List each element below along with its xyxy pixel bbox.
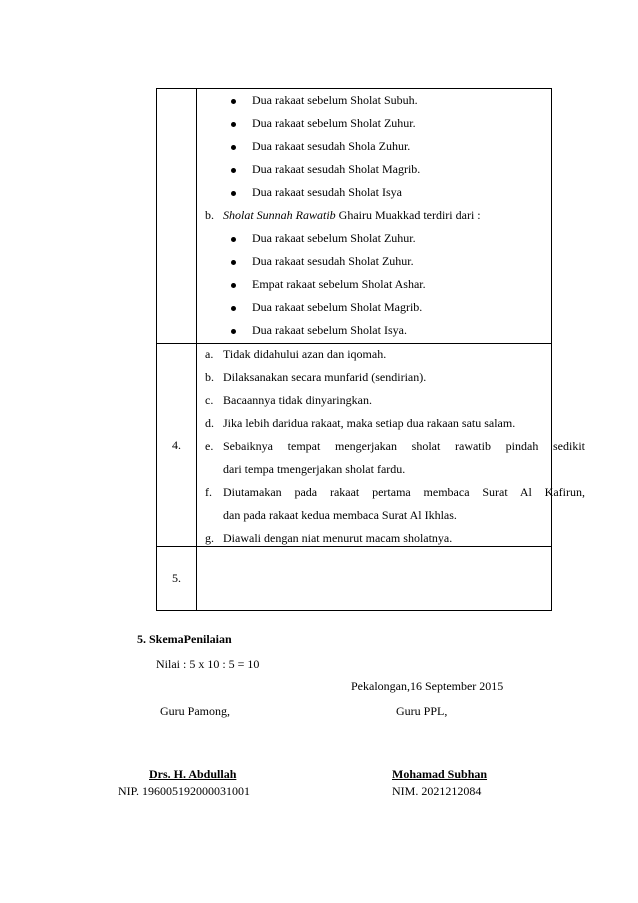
bullet-icon	[231, 168, 236, 173]
row-content	[197, 89, 552, 344]
list-item: Diawali dengan niat menurut macam sholatnya.	[223, 531, 453, 545]
row-number: 4.	[157, 344, 197, 547]
left-signer-name: Drs. H. Abdullah	[149, 767, 237, 781]
right-signer-role: Guru PPL,	[396, 704, 448, 718]
bullet-icon	[231, 99, 236, 104]
list-item: Tidak didahului azan dan iqomah.	[223, 347, 387, 361]
left-signer-id: NIP. 196005192000031001	[118, 784, 251, 798]
list-item: Dua rakaat sebelum Sholat Subuh.	[252, 93, 418, 107]
content-table	[156, 88, 585, 611]
list-item: Sebaiknya tempat mengerjakan sholat rawatib pindah sedikit	[223, 439, 585, 453]
bullet-icon	[231, 237, 236, 242]
table-row	[157, 344, 552, 547]
row-content	[197, 344, 585, 547]
item-letter: g.	[205, 531, 214, 545]
right-signer-id: NIM. 2021212084	[392, 784, 482, 798]
list-item: Dua rakaat sebelum Sholat Zuhur.	[252, 231, 416, 245]
place-date: Pekalongan,16 September 2015	[351, 679, 504, 693]
bullet-icon	[231, 329, 236, 334]
list-item-continued: dari tempa tmengerjakan sholat fardu.	[223, 462, 406, 476]
left-signer-role: Guru Pamong,	[160, 704, 230, 718]
scoring-formula: Nilai : 5 x 10 : 5 = 10	[156, 657, 260, 671]
item-letter: b.	[205, 208, 214, 222]
row-number: 5.	[157, 547, 197, 611]
list-item: Empat rakaat sebelum Sholat Ashar.	[252, 277, 426, 291]
row-content	[197, 547, 552, 611]
item-letter: e.	[205, 439, 214, 453]
list-item: Dua rakaat sesudah Sholat Isya	[252, 185, 402, 199]
list-item: Dua rakaat sesudah Sholat Magrib.	[252, 162, 421, 176]
list-item: Dua rakaat sebelum Sholat Zuhur.	[252, 116, 416, 130]
list-item: Dua rakaat sesudah Shola Zuhur.	[252, 139, 411, 153]
list-item	[223, 208, 481, 222]
list-item: Dua rakaat sesudah Sholat Zuhur.	[252, 254, 414, 268]
item-letter: f.	[205, 485, 212, 499]
item-letter: c.	[205, 393, 214, 407]
list-item: Dua rakaat sebelum Sholat Magrib.	[252, 300, 423, 314]
right-signer-name: Mohamad Subhan	[392, 767, 488, 781]
bullet-icon	[231, 122, 236, 127]
bullet-icon	[231, 260, 236, 265]
bullet-icon	[231, 191, 236, 196]
table-row	[157, 547, 552, 611]
item-letter: a.	[205, 347, 214, 361]
section-heading: 5. SkemaPenilaian	[137, 632, 232, 646]
item-letter: b.	[205, 370, 214, 384]
table-row	[157, 89, 552, 344]
row-number	[157, 89, 197, 344]
list-item: Bacaannya tidak dinyaringkan.	[223, 393, 372, 407]
list-item: Jika lebih daridua rakaat, maka setiap dua rakaan satu salam.	[223, 416, 516, 430]
list-item: Dua rakaat sebelum Sholat Isya.	[252, 323, 407, 337]
list-item-continued: dan pada rakaat kedua membaca Surat Al Ikhlas.	[223, 508, 457, 522]
item-letter: d.	[205, 416, 214, 430]
list-item: Dilaksanakan secara munfarid (sendirian).	[223, 370, 427, 384]
bullet-icon	[231, 145, 236, 150]
bullet-icon	[231, 306, 236, 311]
bullet-icon	[231, 283, 236, 288]
item-text: Ghairu Muakkad terdiri dari :	[335, 208, 481, 222]
italic-term: Sholat Sunnah Rawatib	[223, 208, 336, 222]
list-item: Diutamakan pada rakaat pertama membaca Surat Al Kafirun,	[223, 485, 585, 499]
